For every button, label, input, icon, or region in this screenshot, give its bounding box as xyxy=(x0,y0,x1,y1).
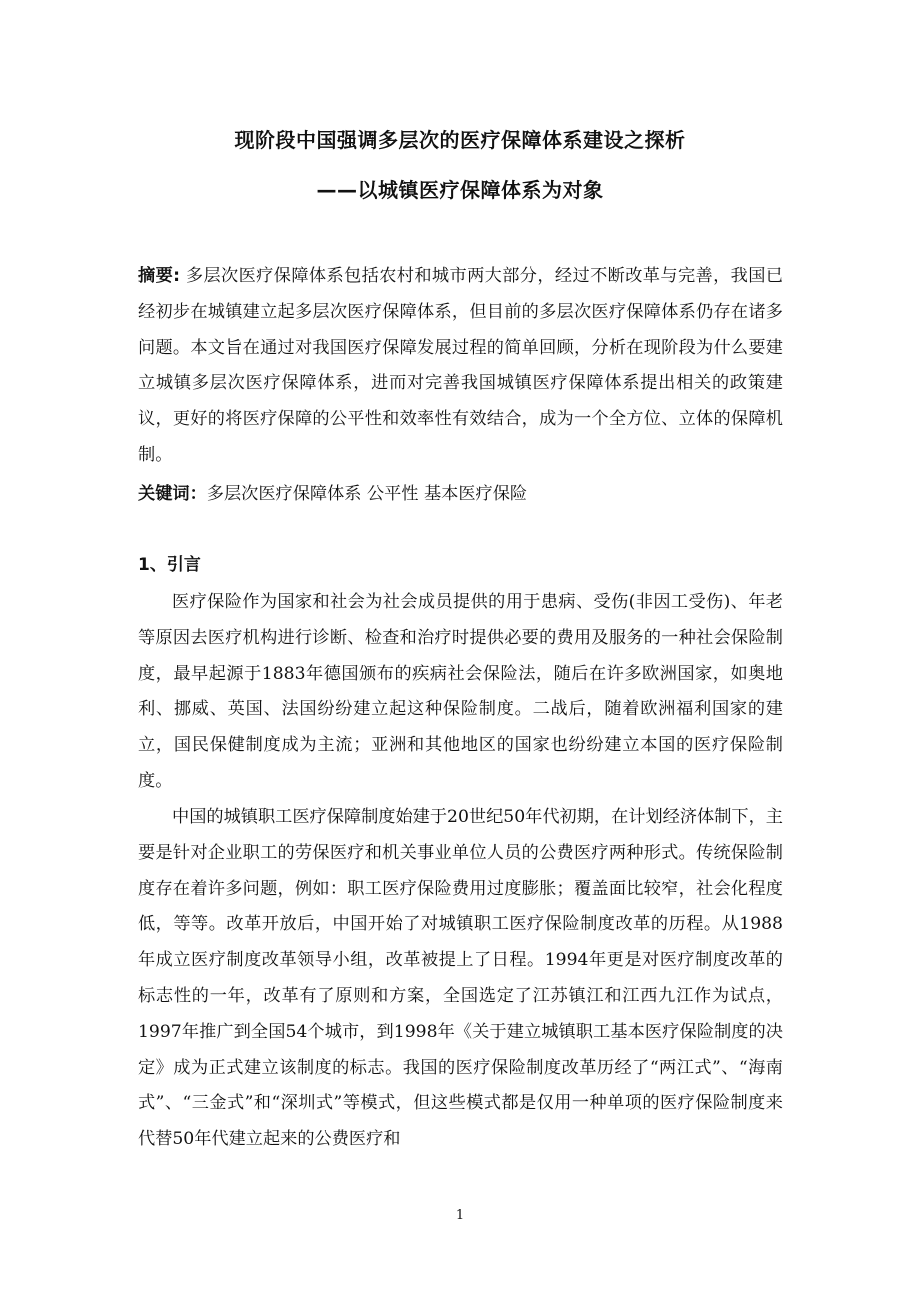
abstract-label: 摘要: xyxy=(138,266,181,286)
abstract-text: 多层次医疗保障体系包括农村和城市两大部分，经过不断改革与完善，我国已经初步在城镇建立起多层次医疗保障体系，但目前的多层次医疗保障体系仍存在诸多问题。本文旨在通过对我国医疗保障发展过程的简单回顾，分析在现阶段为什么要建立城镇多层次医疗保障体系，进而对完善我国城镇医疗保障体系提出相关的政策建议，更好的将医疗保障的公平性和效率性有效结合，成为一个全方位、立体的保障机制。 xyxy=(138,266,784,465)
section-heading: 1、引言 xyxy=(138,555,201,575)
body-paragraph-2: 中国的城镇职工医疗保障制度始建于20世纪50年代初期，在计划经济体制下，主要是针对企业职工的劳保医疗和机关事业单位人员的公费医疗两种形式。传统保险制度存在着许多问题，例如：职工医疗保险费用过度膨胀；覆盖面比较窄，社会化程度低，等等。改革开放后，中国开始了对城镇职工医疗保险制度改革的历程。从1988年成立医疗制度改革领导小组，改革被提上了日程。1994年更是对医疗制度改革的标志性的一年，改革有了原则和方案，全国选定了江苏镇江和江西九江作为试点，1997年推广到全国54个城市，到1998年《关于建立城镇职工基本医疗保险制度的决定》成为正式建立该制度的标志。我国的医疗保险制度改革历经了“两江式”、“海南式”、“三金式”和“深圳式”等模式，但这些模式都是仅用一种单项的医疗保险制度来代替50年代建立起来的公费医疗和 xyxy=(138,807,783,1150)
keywords-line xyxy=(138,477,783,513)
document-title: 现阶段中国强调多层次的医疗保障体系建设之探析 xyxy=(234,128,686,152)
keywords-text: 多层次医疗保障体系 公平性 基本医疗保险 xyxy=(206,484,528,504)
page-number: 1 xyxy=(455,1208,465,1223)
abstract-paragraph xyxy=(138,259,783,474)
keywords-label: 关键词： xyxy=(138,484,207,504)
body-paragraph-1: 医疗保险作为国家和社会为社会成员提供的用于患病、受伤(非因工受伤)、年老等原因去医疗机构进行诊断、检查和治疗时提供必要的费用及服务的一种社会保险制度，最早起源于1883年德国颁布的疾病社会保险法，随后在许多欧洲国家，如奥地利、挪威、英国、法国纷纷建立起这种保险制度。二战后，随着欧洲福利国家的建立，国民保健制度成为主流；亚洲和其他地区的国家也纷纷建立本国的医疗保险制度。 xyxy=(138,592,783,791)
document-subtitle: ——以城镇医疗保障体系为对象 xyxy=(316,178,604,202)
